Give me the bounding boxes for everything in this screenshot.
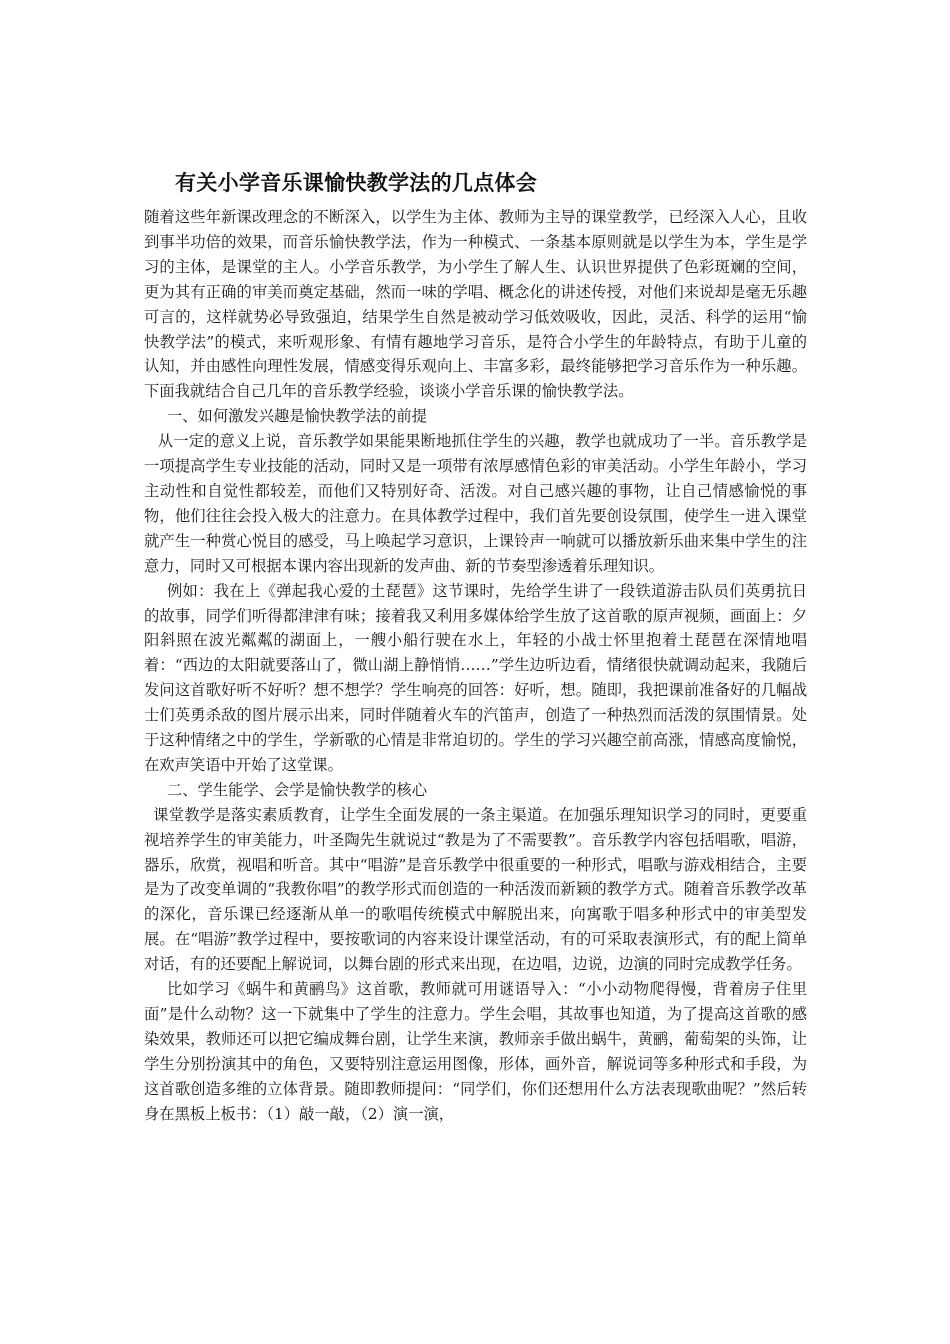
paragraph-example-pipa: 例如：我在上《弹起我心爱的土琵琶》这节课时，先给学生讲了一段铁道游击队员们英勇抗日的故事，同学们听得都津津有味；接着我又利用多媒体给学生放了这首歌的原声视频，画面上：夕阳斜照在波光粼粼的湖面上，一艘小船行驶在水上，年轻的小战士怀里抱着土琵琶在深情地唱着：“西边的太阳就要落山了，微山湖上静悄悄……”学生边听边看，情绪很快就调动起来，我随后发问这首歌好听不好听？想不想学？学生响亮的回答：好听，想。随即，我把课前准备好的几幅战士们英勇杀敌的图片展示出来，同时伴随着火车的汽笛声，创造了一种热烈而活泼的氛围情景。处于这种情绪之中的学生，学新歌的心情是非常迫切的。学生的学习兴趣空前高涨，情感高度愉悦，在欢声笑语中开始了这堂课。 [144,581,807,774]
section-heading-1: 一、如何激发兴趣是愉快教学法的前提 [166,407,427,426]
section-heading-2: 二、学生能学、会学是愉快教学的核心 [166,780,427,799]
paragraph-classroom: 课堂教学是落实素质教育，让学生全面发展的一条主渠道。在加强乐理知识学习的同时，更要重视培养学生的审美能力，叶圣陶先生就说过“教是为了不需要教”。音乐教学内容包括唱歌，唱游，器乐，欣赏，视唱和听音。其中“唱游”是音乐教学中很重要的一种形式，唱歌与游戏相结合，主要是为了改变单调的“我教你唱”的教学形式而创造的一种活泼而新颖的教学方式。随着音乐教学改革的深化，音乐课已经逐渐从单一的歌唱传统模式中解脱出来，向寓歌于唱多种形式中的审美型发展。在“唱游”教学过程中，要按歌词的内容来设计课堂活动，有的可采取表演形式，有的配上简单对话，有的还要配上解说词，以舞台剧的形式来出现，在边唱，边说，边演的同时完成教学任务。 [144,805,807,974]
document-title: 有关小学音乐课愉快教学法的几点体会 [175,171,538,195]
paragraph-example-snail: 比如学习《蜗牛和黄鹂鸟》这首歌，教师就可用谜语导入：“小小动物爬得慢，背着房子住里面”是什么动物？这一下就集中了学生的注意力。学生会唱，其故事也知道，为了提高这首歌的感染效果，教师还可以把它编成舞台剧，让学生来演，教师亲手做出蜗牛，黄鹂，葡萄架的头饰，让学生分别扮演其中的角色，又要特别注意运用图像，形体，画外音，解说词等多种形式和手段，为这首歌创造多维的立体背景。随即教师提问：“同学们，你们还想用什么方法表现歌曲呢？”然后转身在黑板上板书：（1）敲一敲，（2）演一演， [144,980,807,1123]
paragraph-interest: 从一定的意义上说，音乐教学如果能果断地抓住学生的兴趣，教学也就成功了一半。音乐教学是一项提高学生专业技能的活动，同时又是一项带有浓厚感情色彩的审美活动。小学生年龄小，学习主动性和自觉性都较差，而他们又特别好奇、活泼。对自己感兴趣的事物，让自己情感愉悦的事物，他们往往会投入极大的注意力。在具体教学过程中，我们首先要创设氛围，使学生一进入课堂就产生一种赏心悦目的感受，马上唤起学习意识，上课铃声一响就可以播放新乐曲来集中学生的注意力，同时又可根据本课内容出现新的发声曲、新的节奏型渗透着乐理知识。 [144,432,807,575]
document-body [144,205,807,1127]
paragraph-intro: 随着这些年新课改理念的不断深入，以学生为主体、教师为主导的课堂教学，已经深入人心，且收到事半功倍的效果，而音乐愉快教学法，作为一种模式、一条基本原则就是以学生为本，学生是学习的主体，是课堂的主人。小学音乐教学，为小学生了解人生、认识世界提供了色彩斑斓的空间，更为其有正确的审美而奠定基础，然而一味的学唱、概念化的讲述传授，对他们来说却是毫无乐趣可言的，这样就势必导致强迫，结果学生自然是被动学习低效吸收，因此，灵活、科学的运用“愉快教学法”的模式，来听观形象、有情有趣地学习音乐，是符合小学生的年龄特点，有助于儿童的认知，并由感性向理性发展，情感变得乐观向上、丰富多彩，最终能够把学习音乐作为一种乐趣。下面我就结合自己几年的音乐教学经验，谈谈小学音乐课的愉快教学法。 [144,208,807,401]
